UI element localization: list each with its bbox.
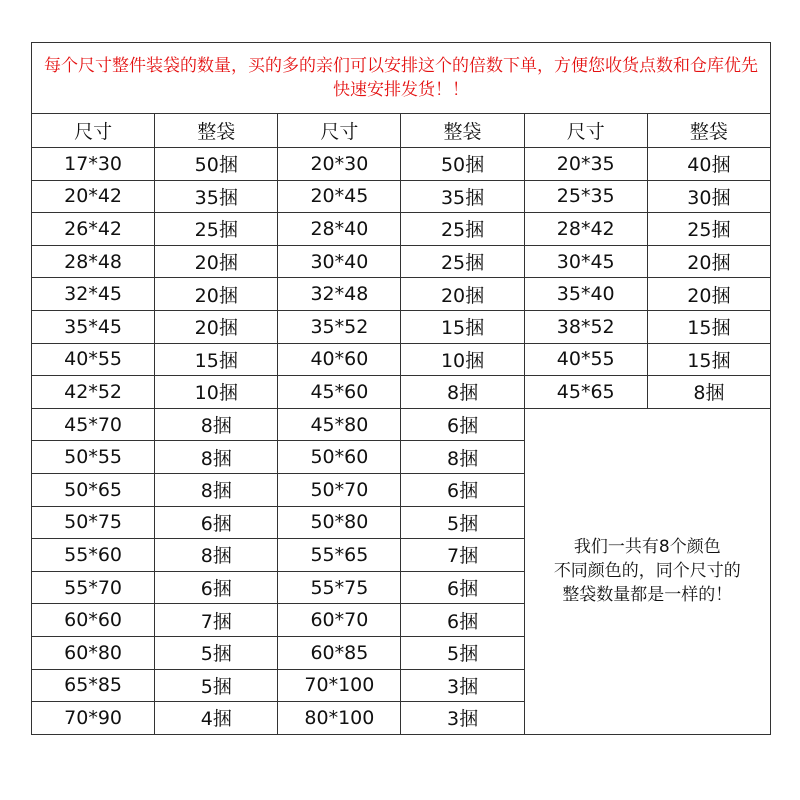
table-row <box>32 180 771 213</box>
cell-size: 45*80 <box>278 408 401 441</box>
cell-bag: 7捆 <box>155 604 278 637</box>
cell-size: 60*60 <box>32 604 155 637</box>
cell-bag: 6捆 <box>155 506 278 539</box>
table-row <box>32 310 771 343</box>
cell-bag: 8捆 <box>155 441 278 474</box>
cell-size: 25*35 <box>524 180 647 213</box>
cell-size: 17*30 <box>32 148 155 181</box>
cell-bag: 50捆 <box>401 148 524 181</box>
cell-bag: 20捆 <box>647 278 770 311</box>
cell-bag: 10捆 <box>401 343 524 376</box>
cell-bag: 50捆 <box>155 148 278 181</box>
size-quantity-sheet <box>31 42 771 735</box>
cell-size: 32*48 <box>278 278 401 311</box>
color-note-line: 我们一共有8个颜色 <box>573 537 721 558</box>
cell-size: 50*80 <box>278 506 401 539</box>
cell-bag: 5捆 <box>155 669 278 702</box>
cell-bag: 8捆 <box>401 376 524 409</box>
cell-size: 50*70 <box>278 473 401 506</box>
cell-bag: 15捆 <box>401 310 524 343</box>
size-quantity-table <box>31 42 771 735</box>
cell-bag: 20捆 <box>155 310 278 343</box>
cell-size: 45*65 <box>524 376 647 409</box>
cell-bag: 15捆 <box>647 310 770 343</box>
cell-bag: 3捆 <box>401 669 524 702</box>
cell-size: 30*40 <box>278 245 401 278</box>
cell-bag: 6捆 <box>401 571 524 604</box>
cell-size: 55*70 <box>32 571 155 604</box>
cell-size: 50*55 <box>32 441 155 474</box>
cell-size: 70*100 <box>278 669 401 702</box>
header-size: 尺寸 <box>278 114 401 148</box>
table-row <box>32 343 771 376</box>
header-bag: 整袋 <box>647 114 770 148</box>
cell-size: 70*90 <box>32 702 155 735</box>
cell-size: 40*55 <box>32 343 155 376</box>
cell-bag: 30捆 <box>647 180 770 213</box>
cell-bag: 5捆 <box>155 636 278 669</box>
cell-bag: 3捆 <box>401 702 524 735</box>
cell-size: 40*55 <box>524 343 647 376</box>
cell-size: 45*70 <box>32 408 155 441</box>
cell-size: 26*42 <box>32 213 155 246</box>
cell-bag: 25捆 <box>647 213 770 246</box>
cell-size: 28*42 <box>524 213 647 246</box>
cell-size: 35*52 <box>278 310 401 343</box>
cell-bag: 5捆 <box>401 506 524 539</box>
table-row <box>32 376 771 409</box>
header-row <box>32 114 771 148</box>
cell-bag: 40捆 <box>647 148 770 181</box>
color-note-line: 整袋数量都是一样的！ <box>562 585 733 606</box>
cell-size: 30*45 <box>524 245 647 278</box>
cell-size: 32*45 <box>32 278 155 311</box>
cell-size: 55*65 <box>278 539 401 572</box>
cell-bag: 4捆 <box>155 702 278 735</box>
cell-size: 38*52 <box>524 310 647 343</box>
table-row <box>32 408 771 441</box>
cell-size: 50*65 <box>32 473 155 506</box>
table-row <box>32 148 771 181</box>
cell-bag: 20捆 <box>647 245 770 278</box>
header-size: 尺寸 <box>32 114 155 148</box>
cell-bag: 5捆 <box>401 636 524 669</box>
cell-bag: 25捆 <box>401 245 524 278</box>
cell-size: 50*60 <box>278 441 401 474</box>
cell-size: 20*35 <box>524 148 647 181</box>
cell-bag: 8捆 <box>155 539 278 572</box>
table-row <box>32 245 771 278</box>
notice-banner: 每个尺寸整件装袋的数量，买的多的亲们可以安排这个的倍数下单，方便您收货点数和仓库优先快速安排发货！！ <box>32 43 771 114</box>
cell-size: 35*45 <box>32 310 155 343</box>
cell-size: 80*100 <box>278 702 401 735</box>
cell-bag: 6捆 <box>401 473 524 506</box>
cell-bag: 7捆 <box>401 539 524 572</box>
cell-bag: 25捆 <box>401 213 524 246</box>
cell-size: 55*75 <box>278 571 401 604</box>
cell-bag: 8捆 <box>155 408 278 441</box>
cell-size: 40*60 <box>278 343 401 376</box>
cell-size: 28*48 <box>32 245 155 278</box>
header-size: 尺寸 <box>524 114 647 148</box>
header-bag: 整袋 <box>155 114 278 148</box>
cell-size: 60*85 <box>278 636 401 669</box>
cell-size: 20*42 <box>32 180 155 213</box>
cell-size: 45*60 <box>278 376 401 409</box>
cell-size: 50*75 <box>32 506 155 539</box>
cell-size: 55*60 <box>32 539 155 572</box>
cell-bag: 20捆 <box>401 278 524 311</box>
table-row <box>32 278 771 311</box>
cell-bag: 20捆 <box>155 278 278 311</box>
header-bag: 整袋 <box>401 114 524 148</box>
cell-bag: 35捆 <box>155 180 278 213</box>
cell-bag: 6捆 <box>401 604 524 637</box>
cell-bag: 8捆 <box>401 441 524 474</box>
table-row <box>32 213 771 246</box>
cell-size: 35*40 <box>524 278 647 311</box>
color-note-line: 不同颜色的，同个尺寸的 <box>553 561 741 582</box>
cell-bag: 15捆 <box>155 343 278 376</box>
cell-size: 65*85 <box>32 669 155 702</box>
cell-size: 28*40 <box>278 213 401 246</box>
cell-bag: 10捆 <box>155 376 278 409</box>
cell-size: 60*70 <box>278 604 401 637</box>
cell-bag: 20捆 <box>155 245 278 278</box>
color-note <box>524 408 770 734</box>
table-body <box>32 148 771 735</box>
cell-bag: 8捆 <box>155 473 278 506</box>
cell-bag: 15捆 <box>647 343 770 376</box>
cell-bag: 8捆 <box>647 376 770 409</box>
cell-bag: 25捆 <box>155 213 278 246</box>
cell-size: 60*80 <box>32 636 155 669</box>
cell-bag: 6捆 <box>401 408 524 441</box>
cell-bag: 35捆 <box>401 180 524 213</box>
cell-bag: 6捆 <box>155 571 278 604</box>
cell-size: 20*30 <box>278 148 401 181</box>
cell-size: 42*52 <box>32 376 155 409</box>
cell-size: 20*45 <box>278 180 401 213</box>
